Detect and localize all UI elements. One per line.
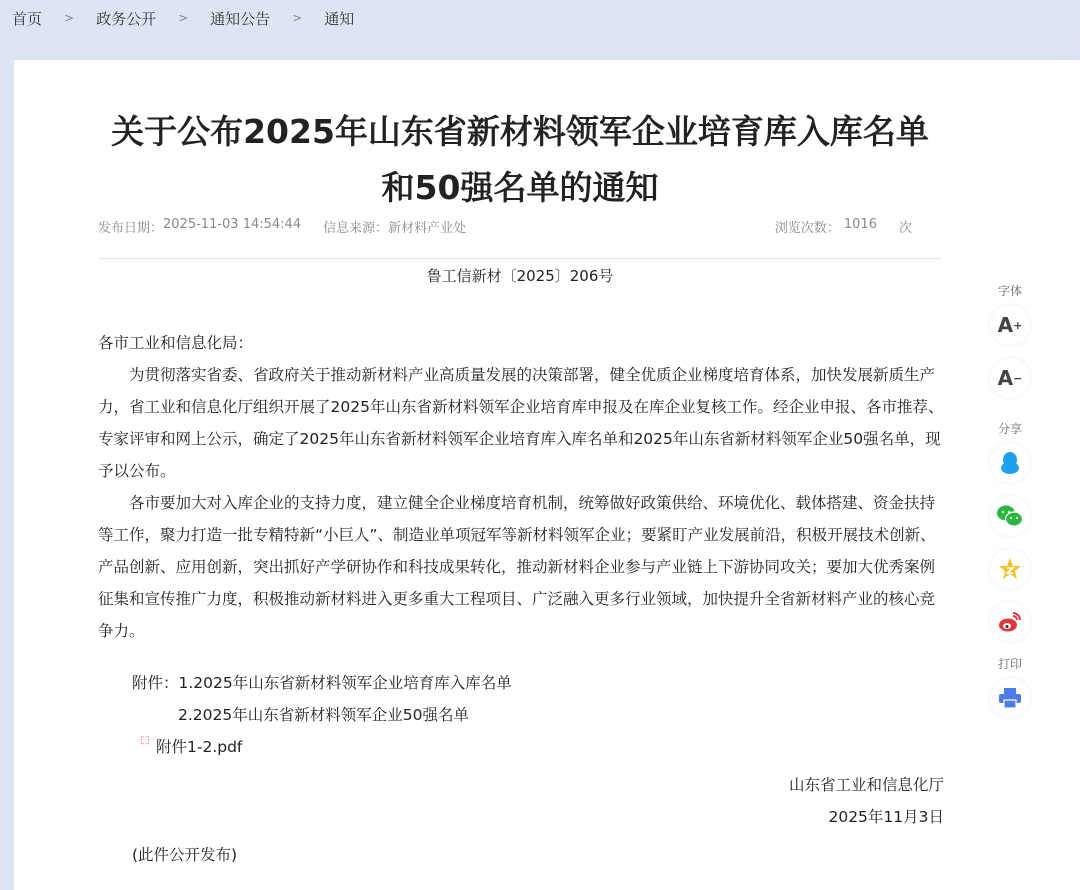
weibo-icon	[997, 610, 1023, 634]
article-title	[0, 104, 1040, 216]
paragraph: 为贯彻落实省委、省政府关于推动新材料产业高质量发展的决策部署，健全优质企业梯度培育体系，加快发展新质生产力，省工业和信息化厅组织开展了2025年山东省新材料领军企业培育库申报及在库企业复核工作。经企业申报、各市推荐、专家评审和网上公示，确定了2025年山东省新材料领军企业培育库入库名单和2025年山东省新材料领军企业50强名单，现予以公布。	[98, 366, 944, 480]
source-label: 信息来源：	[323, 221, 389, 236]
salutation: 各市工业和信息化局：	[98, 334, 254, 352]
document-number: 鲁工信新材〔2025〕206号	[426, 267, 614, 285]
font-decrease-button[interactable]	[990, 358, 1030, 398]
font-label: 字体	[997, 284, 1022, 298]
breadcrumb-home[interactable]: 首页	[12, 10, 43, 28]
title-line-1: 关于公布2025年山东省新材料领军企业培育库入库名单	[111, 112, 929, 151]
wechat-icon	[996, 504, 1024, 528]
breadcrumb-separator: >	[178, 11, 189, 25]
divider	[98, 258, 942, 259]
print-label: 打印	[997, 657, 1022, 671]
sign-date: 2025年11月3日	[828, 808, 944, 826]
attachment-item: 2.2025年山东省新材料领军企业50强名单	[178, 706, 469, 724]
pdf-icon: ⬚	[140, 735, 150, 746]
breadcrumb-separator: >	[64, 11, 75, 25]
printer-icon	[998, 687, 1022, 709]
breadcrumb-separator: >	[292, 11, 303, 25]
font-increase-button[interactable]	[990, 305, 1030, 345]
title-line-2: 和50强名单的通知	[381, 168, 659, 207]
share-wechat-button[interactable]	[990, 496, 1030, 536]
signature: 山东省工业和信息化厅	[788, 776, 944, 794]
views-count: 1016	[843, 217, 877, 232]
publish-date: 2025-11-03 14:54:44	[163, 217, 302, 232]
print-button[interactable]	[990, 678, 1030, 718]
views-label: 浏览次数：	[774, 221, 840, 236]
breadcrumb	[12, 8, 354, 29]
source: 新材料产业处	[388, 221, 467, 236]
share-qq-button[interactable]	[990, 443, 1030, 483]
paragraph: 各市要加大对入库企业的支持力度，建立健全企业梯度培育机制，统筹做好政策供给、环境优化、载体搭建、资金扶持等工作，聚力打造一批专精特新“小巨人”、制造业单项冠军等新材料领军企业；要紧盯产业发展前沿，积极开展技术创新、产品创新、应用创新，突出抓好产学研协作和科技成果转化，推动新材料企业参与产业链上下游协同攻关；要加大优秀案例征集和宣传推广力度，积极推动新材料进入更多重大工程项目、广泛融入更多行业领域，加快提升全省新材料产业的核心竞争力。	[98, 494, 936, 640]
share-label: 分享	[997, 422, 1022, 436]
article-body	[98, 327, 944, 871]
font-increase-glyph: A	[997, 313, 1014, 337]
qq-icon	[999, 451, 1021, 475]
tools-sidebar	[988, 282, 1032, 731]
font-decrease-glyph: A	[997, 366, 1014, 390]
qzone-star-icon	[998, 557, 1022, 581]
attachment-item: 1.2025年山东省新材料领军企业培育库入库名单	[178, 674, 512, 692]
breadcrumb-announcements[interactable]: 通知公告	[210, 10, 271, 28]
article-meta	[98, 217, 920, 236]
publication-note: (此件公开发布)	[132, 846, 238, 864]
breadcrumb-government-affairs[interactable]: 政务公开	[96, 10, 157, 28]
minus-glyph: −	[1013, 371, 1023, 385]
publish-date-label: 发布日期：	[98, 221, 164, 236]
attachments-label: 附件：	[132, 674, 179, 692]
plus-glyph: +	[1013, 318, 1023, 332]
attachments	[98, 667, 944, 763]
share-weibo-button[interactable]	[990, 602, 1030, 642]
breadcrumb-notice[interactable]: 通知	[324, 10, 355, 28]
views-unit: 次	[898, 221, 912, 236]
pdf-attachment-link[interactable]: 附件1-2.pdf	[156, 738, 243, 756]
share-qzone-button[interactable]	[990, 549, 1030, 589]
